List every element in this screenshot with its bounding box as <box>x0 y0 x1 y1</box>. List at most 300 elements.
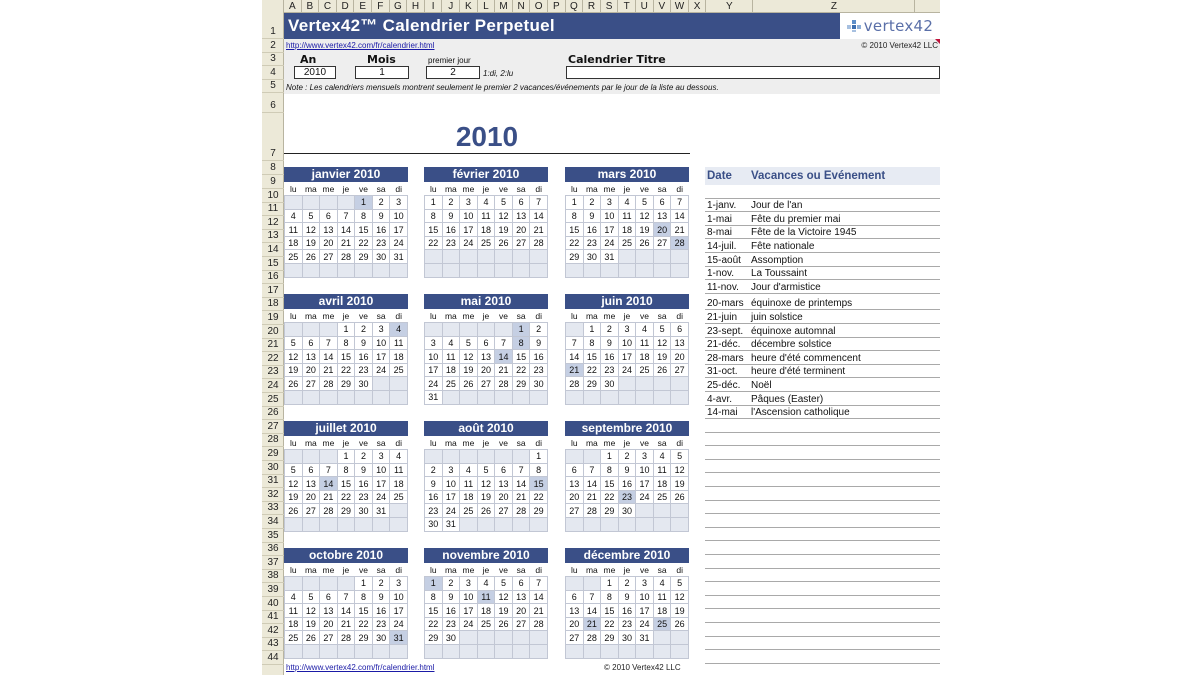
empty-day-cell[interactable] <box>337 264 355 278</box>
event-row[interactable] <box>705 267 940 281</box>
day-cell[interactable]: 8 <box>355 209 373 223</box>
empty-day-cell[interactable] <box>425 450 443 464</box>
empty-day-cell[interactable] <box>320 645 338 659</box>
day-cell[interactable]: 3 <box>460 577 478 591</box>
day-cell[interactable]: 3 <box>636 450 654 464</box>
day-cell[interactable]: 27 <box>671 363 689 377</box>
day-cell[interactable]: 25 <box>636 363 654 377</box>
row-header-24[interactable]: 24 <box>262 379 284 393</box>
day-cell[interactable]: 20 <box>512 604 530 618</box>
day-cell[interactable]: 18 <box>477 604 495 618</box>
empty-day-cell[interactable] <box>495 264 513 278</box>
day-cell[interactable]: 22 <box>337 363 355 377</box>
day-cell[interactable]: 3 <box>460 196 478 210</box>
empty-event-row[interactable] <box>705 650 940 664</box>
row-header-36[interactable]: 36 <box>262 543 284 557</box>
day-cell[interactable]: 27 <box>302 504 320 518</box>
row-header-1[interactable]: 1 <box>262 13 284 39</box>
column-header-b[interactable]: B <box>302 0 320 13</box>
day-cell[interactable]: 26 <box>285 377 303 391</box>
day-cell[interactable]: 15 <box>425 223 443 237</box>
row-header-13[interactable]: 13 <box>262 230 284 244</box>
day-cell[interactable]: 13 <box>566 477 584 491</box>
day-cell[interactable]: 8 <box>530 463 548 477</box>
empty-day-cell[interactable] <box>320 450 338 464</box>
day-cell[interactable]: 8 <box>601 463 619 477</box>
event-day-cell[interactable]: 8 <box>512 336 530 350</box>
day-cell[interactable]: 13 <box>653 209 671 223</box>
select-all-corner[interactable] <box>262 0 284 13</box>
day-cell[interactable]: 10 <box>460 590 478 604</box>
day-cell[interactable]: 26 <box>477 504 495 518</box>
day-cell[interactable]: 18 <box>618 223 636 237</box>
day-cell[interactable]: 2 <box>618 577 636 591</box>
day-cell[interactable]: 24 <box>390 617 408 631</box>
day-cell[interactable]: 14 <box>530 209 548 223</box>
day-cell[interactable]: 10 <box>636 590 654 604</box>
empty-day-cell[interactable] <box>653 631 671 645</box>
row-header-9[interactable]: 9 <box>262 175 284 189</box>
empty-day-cell[interactable] <box>530 264 548 278</box>
empty-day-cell[interactable] <box>442 264 460 278</box>
empty-day-cell[interactable] <box>372 264 390 278</box>
day-cell[interactable]: 1 <box>566 196 584 210</box>
day-cell[interactable]: 25 <box>390 490 408 504</box>
empty-day-cell[interactable] <box>355 391 373 405</box>
event-row[interactable] <box>705 351 940 365</box>
empty-event-row[interactable] <box>705 596 940 610</box>
day-cell[interactable]: 16 <box>372 604 390 618</box>
day-cell[interactable]: 30 <box>372 631 390 645</box>
row-header-30[interactable]: 30 <box>262 461 284 475</box>
day-cell[interactable]: 2 <box>355 450 373 464</box>
empty-day-cell[interactable] <box>530 391 548 405</box>
day-cell[interactable]: 13 <box>320 604 338 618</box>
empty-day-cell[interactable] <box>390 645 408 659</box>
empty-day-cell[interactable] <box>460 645 478 659</box>
empty-day-cell[interactable] <box>583 264 601 278</box>
empty-day-cell[interactable] <box>302 450 320 464</box>
day-cell[interactable]: 23 <box>583 236 601 250</box>
empty-day-cell[interactable] <box>583 518 601 532</box>
day-cell[interactable]: 5 <box>460 336 478 350</box>
day-cell[interactable]: 18 <box>390 477 408 491</box>
day-cell[interactable]: 25 <box>442 377 460 391</box>
empty-day-cell[interactable] <box>320 323 338 337</box>
day-cell[interactable]: 6 <box>495 463 513 477</box>
empty-day-cell[interactable] <box>460 250 478 264</box>
day-cell[interactable]: 27 <box>566 631 584 645</box>
empty-day-cell[interactable] <box>495 645 513 659</box>
day-cell[interactable]: 15 <box>355 604 373 618</box>
day-cell[interactable]: 7 <box>337 590 355 604</box>
day-cell[interactable]: 28 <box>320 377 338 391</box>
day-cell[interactable]: 7 <box>583 590 601 604</box>
event-day-cell[interactable]: 31 <box>390 631 408 645</box>
day-cell[interactable]: 14 <box>671 209 689 223</box>
day-cell[interactable]: 21 <box>671 223 689 237</box>
empty-day-cell[interactable] <box>320 196 338 210</box>
column-header-j[interactable]: J <box>442 0 460 13</box>
day-cell[interactable]: 22 <box>355 236 373 250</box>
day-cell[interactable]: 17 <box>601 223 619 237</box>
day-cell[interactable]: 26 <box>495 236 513 250</box>
empty-day-cell[interactable] <box>372 377 390 391</box>
empty-day-cell[interactable] <box>495 323 513 337</box>
year-input[interactable]: 2010 <box>294 66 336 79</box>
day-cell[interactable]: 21 <box>530 223 548 237</box>
day-cell[interactable]: 18 <box>460 490 478 504</box>
day-cell[interactable]: 21 <box>495 363 513 377</box>
empty-day-cell[interactable] <box>442 450 460 464</box>
day-cell[interactable]: 17 <box>390 223 408 237</box>
day-cell[interactable]: 24 <box>425 377 443 391</box>
empty-day-cell[interactable] <box>477 631 495 645</box>
day-cell[interactable]: 30 <box>618 631 636 645</box>
day-cell[interactable]: 12 <box>302 604 320 618</box>
empty-day-cell[interactable] <box>671 391 689 405</box>
row-header-26[interactable]: 26 <box>262 407 284 421</box>
day-cell[interactable]: 2 <box>355 323 373 337</box>
empty-day-cell[interactable] <box>601 518 619 532</box>
empty-day-cell[interactable] <box>337 391 355 405</box>
day-cell[interactable]: 6 <box>320 590 338 604</box>
day-cell[interactable]: 13 <box>671 336 689 350</box>
empty-day-cell[interactable] <box>320 518 338 532</box>
day-cell[interactable]: 16 <box>530 350 548 364</box>
column-header-y[interactable]: Y <box>706 0 753 13</box>
day-cell[interactable]: 10 <box>425 350 443 364</box>
empty-day-cell[interactable] <box>566 577 584 591</box>
day-cell[interactable]: 29 <box>355 250 373 264</box>
day-cell[interactable]: 8 <box>566 209 584 223</box>
day-cell[interactable]: 5 <box>495 196 513 210</box>
day-cell[interactable]: 9 <box>442 590 460 604</box>
day-cell[interactable]: 7 <box>512 463 530 477</box>
empty-event-row[interactable] <box>705 609 940 623</box>
column-header-g[interactable]: G <box>390 0 408 13</box>
column-header-w[interactable]: W <box>671 0 689 13</box>
column-header-o[interactable]: O <box>530 0 548 13</box>
empty-day-cell[interactable] <box>653 518 671 532</box>
day-cell[interactable]: 19 <box>495 604 513 618</box>
event-row[interactable] <box>705 226 940 240</box>
day-cell[interactable]: 16 <box>442 604 460 618</box>
empty-day-cell[interactable] <box>337 518 355 532</box>
day-cell[interactable]: 1 <box>601 450 619 464</box>
day-cell[interactable]: 12 <box>460 350 478 364</box>
day-cell[interactable]: 23 <box>372 236 390 250</box>
day-cell[interactable]: 30 <box>442 631 460 645</box>
day-cell[interactable]: 19 <box>636 223 654 237</box>
empty-day-cell[interactable] <box>337 645 355 659</box>
day-cell[interactable]: 22 <box>337 490 355 504</box>
empty-day-cell[interactable] <box>302 323 320 337</box>
day-cell[interactable]: 11 <box>636 336 654 350</box>
event-day-cell[interactable]: 20 <box>653 223 671 237</box>
row-header-19[interactable]: 19 <box>262 311 284 325</box>
day-cell[interactable]: 23 <box>618 617 636 631</box>
empty-day-cell[interactable] <box>671 250 689 264</box>
day-cell[interactable]: 27 <box>477 377 495 391</box>
day-cell[interactable]: 3 <box>372 323 390 337</box>
day-cell[interactable]: 27 <box>495 504 513 518</box>
day-cell[interactable]: 3 <box>442 463 460 477</box>
day-cell[interactable]: 7 <box>320 463 338 477</box>
row-header-44[interactable]: 44 <box>262 651 284 665</box>
day-cell[interactable]: 20 <box>671 350 689 364</box>
empty-day-cell[interactable] <box>285 577 303 591</box>
day-cell[interactable]: 22 <box>425 617 443 631</box>
day-cell[interactable]: 25 <box>477 236 495 250</box>
day-cell[interactable]: 21 <box>320 490 338 504</box>
day-cell[interactable]: 26 <box>302 631 320 645</box>
day-cell[interactable]: 19 <box>285 363 303 377</box>
day-cell[interactable]: 28 <box>495 377 513 391</box>
row-header-29[interactable]: 29 <box>262 447 284 461</box>
empty-day-cell[interactable] <box>285 645 303 659</box>
day-cell[interactable]: 27 <box>653 236 671 250</box>
empty-day-cell[interactable] <box>477 518 495 532</box>
empty-day-cell[interactable] <box>566 323 584 337</box>
event-row[interactable] <box>705 338 940 352</box>
day-cell[interactable]: 20 <box>477 363 495 377</box>
day-cell[interactable]: 19 <box>460 363 478 377</box>
day-cell[interactable]: 5 <box>671 577 689 591</box>
empty-day-cell[interactable] <box>390 391 408 405</box>
day-cell[interactable]: 13 <box>512 209 530 223</box>
day-cell[interactable]: 11 <box>390 336 408 350</box>
day-cell[interactable]: 4 <box>477 577 495 591</box>
empty-day-cell[interactable] <box>566 391 584 405</box>
day-cell[interactable]: 4 <box>285 590 303 604</box>
day-cell[interactable]: 14 <box>512 477 530 491</box>
day-cell[interactable]: 15 <box>355 223 373 237</box>
empty-day-cell[interactable] <box>372 518 390 532</box>
empty-day-cell[interactable] <box>285 391 303 405</box>
day-cell[interactable]: 9 <box>618 590 636 604</box>
day-cell[interactable]: 19 <box>302 236 320 250</box>
empty-day-cell[interactable] <box>320 391 338 405</box>
column-header-s[interactable]: S <box>601 0 619 13</box>
day-cell[interactable]: 17 <box>442 490 460 504</box>
day-cell[interactable]: 7 <box>495 336 513 350</box>
day-cell[interactable]: 15 <box>583 350 601 364</box>
event-day-cell[interactable]: 28 <box>671 236 689 250</box>
day-cell[interactable]: 9 <box>530 336 548 350</box>
column-header-k[interactable]: K <box>460 0 478 13</box>
day-cell[interactable]: 9 <box>601 336 619 350</box>
empty-day-cell[interactable] <box>390 518 408 532</box>
day-cell[interactable]: 30 <box>355 504 373 518</box>
empty-day-cell[interactable] <box>477 450 495 464</box>
event-day-cell[interactable]: 23 <box>618 490 636 504</box>
day-cell[interactable]: 1 <box>337 450 355 464</box>
day-cell[interactable]: 7 <box>583 463 601 477</box>
day-cell[interactable]: 10 <box>372 336 390 350</box>
day-cell[interactable]: 6 <box>566 590 584 604</box>
day-cell[interactable]: 29 <box>566 250 584 264</box>
empty-day-cell[interactable] <box>495 450 513 464</box>
row-header-40[interactable]: 40 <box>262 597 284 611</box>
day-cell[interactable]: 10 <box>460 209 478 223</box>
day-cell[interactable]: 20 <box>302 363 320 377</box>
day-cell[interactable]: 7 <box>566 336 584 350</box>
day-cell[interactable]: 4 <box>460 463 478 477</box>
day-cell[interactable]: 13 <box>512 590 530 604</box>
empty-event-row[interactable] <box>705 637 940 651</box>
row-header-18[interactable]: 18 <box>262 298 284 312</box>
day-cell[interactable]: 20 <box>566 490 584 504</box>
day-cell[interactable]: 27 <box>512 236 530 250</box>
empty-day-cell[interactable] <box>618 391 636 405</box>
day-cell[interactable]: 27 <box>320 631 338 645</box>
day-cell[interactable]: 29 <box>355 631 373 645</box>
empty-day-cell[interactable] <box>442 323 460 337</box>
day-cell[interactable]: 30 <box>583 250 601 264</box>
day-cell[interactable]: 21 <box>583 490 601 504</box>
empty-day-cell[interactable] <box>355 264 373 278</box>
day-cell[interactable]: 2 <box>442 196 460 210</box>
row-header-5[interactable]: 5 <box>262 80 284 94</box>
day-cell[interactable]: 17 <box>636 604 654 618</box>
day-cell[interactable]: 5 <box>653 323 671 337</box>
row-header-6[interactable]: 6 <box>262 93 284 113</box>
empty-day-cell[interactable] <box>671 264 689 278</box>
day-cell[interactable]: 21 <box>530 604 548 618</box>
day-cell[interactable]: 8 <box>583 336 601 350</box>
day-cell[interactable]: 18 <box>285 236 303 250</box>
empty-day-cell[interactable] <box>495 631 513 645</box>
day-cell[interactable]: 1 <box>425 196 443 210</box>
row-header-21[interactable]: 21 <box>262 339 284 353</box>
empty-day-cell[interactable] <box>512 391 530 405</box>
day-cell[interactable]: 26 <box>285 504 303 518</box>
empty-day-cell[interactable] <box>460 323 478 337</box>
day-cell[interactable]: 28 <box>320 504 338 518</box>
day-cell[interactable]: 3 <box>618 323 636 337</box>
column-header-m[interactable]: M <box>495 0 513 13</box>
day-cell[interactable]: 16 <box>355 350 373 364</box>
day-cell[interactable]: 25 <box>618 236 636 250</box>
day-cell[interactable]: 3 <box>636 577 654 591</box>
day-cell[interactable]: 12 <box>671 590 689 604</box>
day-cell[interactable]: 2 <box>442 577 460 591</box>
day-cell[interactable]: 30 <box>425 518 443 532</box>
day-cell[interactable]: 24 <box>390 236 408 250</box>
column-header-x[interactable]: X <box>689 0 707 13</box>
day-cell[interactable]: 11 <box>285 223 303 237</box>
day-cell[interactable]: 5 <box>302 590 320 604</box>
day-cell[interactable]: 30 <box>601 377 619 391</box>
day-cell[interactable]: 19 <box>671 604 689 618</box>
empty-day-cell[interactable] <box>495 391 513 405</box>
empty-day-cell[interactable] <box>425 323 443 337</box>
row-header-37[interactable]: 37 <box>262 556 284 570</box>
day-cell[interactable]: 31 <box>636 631 654 645</box>
day-cell[interactable]: 28 <box>566 377 584 391</box>
column-header-f[interactable]: F <box>372 0 390 13</box>
day-cell[interactable]: 10 <box>442 477 460 491</box>
day-cell[interactable]: 2 <box>583 196 601 210</box>
day-cell[interactable]: 26 <box>671 617 689 631</box>
day-cell[interactable]: 12 <box>653 336 671 350</box>
day-cell[interactable]: 4 <box>618 196 636 210</box>
event-day-cell[interactable]: 21 <box>566 363 584 377</box>
event-day-cell[interactable]: 1 <box>512 323 530 337</box>
day-cell[interactable]: 5 <box>671 450 689 464</box>
day-cell[interactable]: 31 <box>442 518 460 532</box>
day-cell[interactable]: 25 <box>653 490 671 504</box>
day-cell[interactable]: 5 <box>477 463 495 477</box>
day-cell[interactable]: 24 <box>372 363 390 377</box>
empty-day-cell[interactable] <box>601 264 619 278</box>
day-cell[interactable]: 17 <box>636 477 654 491</box>
event-day-cell[interactable]: 11 <box>477 590 495 604</box>
day-cell[interactable]: 1 <box>583 323 601 337</box>
day-cell[interactable]: 17 <box>618 350 636 364</box>
day-cell[interactable]: 30 <box>355 377 373 391</box>
day-cell[interactable]: 8 <box>355 590 373 604</box>
day-cell[interactable]: 18 <box>390 350 408 364</box>
day-cell[interactable]: 5 <box>302 209 320 223</box>
day-cell[interactable]: 14 <box>566 350 584 364</box>
event-day-cell[interactable]: 14 <box>320 477 338 491</box>
empty-day-cell[interactable] <box>477 323 495 337</box>
day-cell[interactable]: 7 <box>530 196 548 210</box>
empty-day-cell[interactable] <box>583 577 601 591</box>
day-cell[interactable]: 18 <box>653 477 671 491</box>
empty-event-row[interactable] <box>705 487 940 501</box>
day-cell[interactable]: 16 <box>425 490 443 504</box>
day-cell[interactable]: 4 <box>285 209 303 223</box>
day-cell[interactable]: 9 <box>425 477 443 491</box>
day-cell[interactable]: 20 <box>566 617 584 631</box>
day-cell[interactable]: 15 <box>337 477 355 491</box>
day-cell[interactable]: 18 <box>285 617 303 631</box>
empty-day-cell[interactable] <box>355 645 373 659</box>
empty-day-cell[interactable] <box>653 391 671 405</box>
event-row[interactable] <box>705 297 940 311</box>
day-cell[interactable]: 19 <box>477 490 495 504</box>
day-cell[interactable]: 1 <box>530 450 548 464</box>
event-row[interactable] <box>705 378 940 392</box>
day-cell[interactable]: 11 <box>285 604 303 618</box>
empty-day-cell[interactable] <box>372 391 390 405</box>
day-cell[interactable]: 24 <box>618 363 636 377</box>
empty-event-row[interactable] <box>705 528 940 542</box>
day-cell[interactable]: 7 <box>671 196 689 210</box>
day-cell[interactable]: 15 <box>512 350 530 364</box>
day-cell[interactable]: 22 <box>601 490 619 504</box>
empty-day-cell[interactable] <box>512 264 530 278</box>
day-cell[interactable]: 18 <box>442 363 460 377</box>
empty-day-cell[interactable] <box>671 377 689 391</box>
day-cell[interactable]: 26 <box>671 490 689 504</box>
day-cell[interactable]: 25 <box>285 631 303 645</box>
day-cell[interactable]: 21 <box>337 236 355 250</box>
day-cell[interactable]: 4 <box>442 336 460 350</box>
day-cell[interactable]: 19 <box>302 617 320 631</box>
calendar-title-input[interactable] <box>566 66 940 79</box>
row-header-8[interactable]: 8 <box>262 161 284 175</box>
event-row[interactable] <box>705 365 940 379</box>
empty-day-cell[interactable] <box>601 391 619 405</box>
row-header-2[interactable]: 2 <box>262 39 284 53</box>
column-header-d[interactable]: D <box>337 0 355 13</box>
day-cell[interactable]: 30 <box>530 377 548 391</box>
day-cell[interactable]: 25 <box>477 617 495 631</box>
